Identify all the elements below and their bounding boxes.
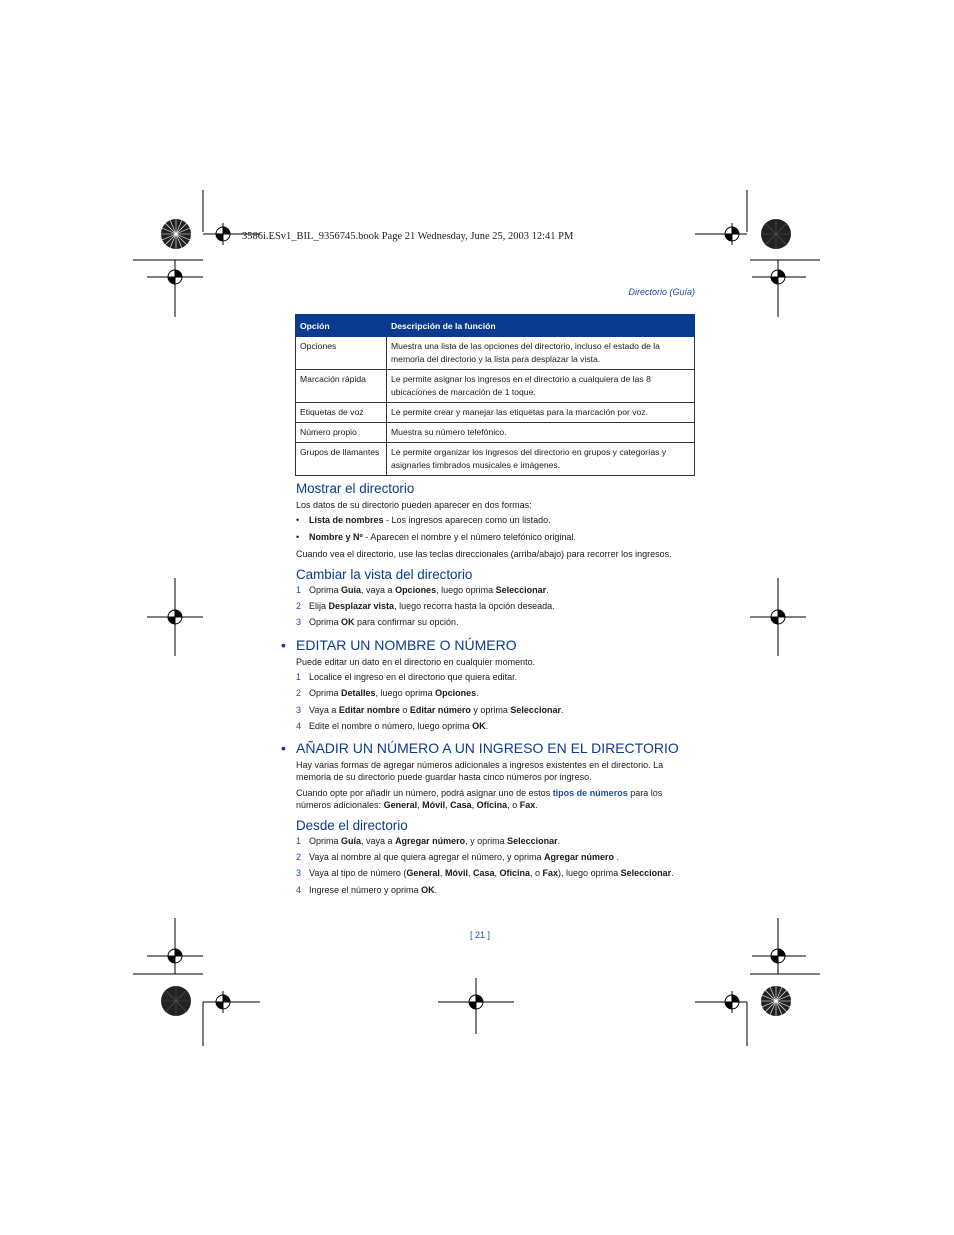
column-header: Descripción de la función [387,315,695,337]
editar-intro: Puede editar un dato en el directorio en cualquier momento. [296,657,536,667]
step-text: , [494,868,500,878]
file-header: 3586i.ESv1_BIL_9356745.book Page 21 Wednesday, June 25, 2003 12:41 PM [242,231,574,242]
paragraph-text: para los números adicionales: [296,788,663,811]
step-text: , luego oprima [375,688,436,698]
table-row [296,423,695,443]
column-header: Opción [296,315,387,337]
crosshair-mark-icon [133,257,213,317]
step-text: . [613,852,619,862]
ui-term: General [383,800,418,811]
step-number: 3 [296,868,302,878]
step-number: 1 [296,836,302,846]
list-item [296,532,576,542]
page-number: [ 21 ] [470,930,491,940]
step-text: Edite el nombre o número, luego oprima [309,721,473,731]
step [296,836,560,846]
option-description: Le permite asignar los ingresos en el directorio a cualquiera de las 8 ubicaciones de marcación de 1 toque. [387,370,695,403]
step-text: . [485,721,489,731]
ui-term: Detalles [341,688,376,698]
step-text: . [671,868,674,878]
ui-term: Editar número [409,705,471,715]
step-text: , luego recorra hasta la opción deseada. [394,601,555,611]
bullet-icon: • [296,532,300,542]
ui-term: OK [421,885,435,895]
step [296,852,619,862]
step-text: Oprima [309,836,342,846]
crosshair-mark-icon [750,578,820,656]
option-description: Muestra una lista de las opciones del directorio, incluso el estado de la memoria del directorio y la lista para desplazar la vista. [387,337,695,370]
paragraph-text: , o [507,800,520,811]
section-title-desde: Desde el directorio [296,818,408,833]
ui-term: Fax [519,800,536,811]
ui-term: Agregar número [395,836,466,846]
step [296,688,479,698]
step-text: ), luego oprima [558,868,621,878]
ui-term: Agregar número [543,852,614,862]
ui-term: Seleccionar [507,836,558,846]
paragraph-text: . [535,800,538,811]
crosshair-mark-icon [438,978,516,1034]
step-text: , vaya a [361,585,396,595]
bullet-icon: • [281,637,286,653]
step [296,601,555,611]
step [296,672,517,682]
ui-term: OK [341,617,355,627]
table-row [296,370,695,403]
anadir-paragraph-2 [296,787,696,812]
chapter-title-editar [281,637,517,653]
bullet-term: Nombre y Nº [309,532,363,542]
ui-term: Opciones [435,688,477,698]
option-name: Grupos de llamantes [296,443,387,476]
option-name: Etiquetas de voz [296,403,387,423]
step [296,721,488,731]
bullet-icon: • [296,515,300,525]
ui-term: Oficina [499,868,531,878]
step-text: . [546,585,549,595]
step-text: y oprima [470,705,511,715]
ui-term: Casa [450,800,472,811]
section-title-cambiar: Cambiar la vista del directorio [296,567,473,582]
step-number: 3 [296,705,302,715]
ui-term: Seleccionar [495,585,547,595]
running-head: Directorio (Guía) [628,287,695,297]
step-text: , luego oprima [436,585,496,595]
step-number: 3 [296,617,302,627]
crosshair-mark-icon [145,578,215,656]
bullet-text: - Los ingresos aparecen como un listado. [383,515,551,525]
step [296,585,549,595]
step-text: , [439,868,445,878]
step-text: , vaya a [361,836,396,846]
step-number: 4 [296,885,302,895]
crosshair-mark-icon [740,918,822,978]
step-text: o [399,705,410,715]
step-number: 4 [296,721,302,731]
ui-term: OK [472,721,486,731]
option-description: Le permite crear y manejar las etiquetas para la marcación por voz. [387,403,695,423]
anadir-paragraph-1: Hay varias formas de agregar números adicionales a ingresos existentes en el directorio. La memoria de su directorio puede guardar hasta cinco números por ingreso. [296,760,664,783]
step-number: 2 [296,601,302,611]
step-text: para confirmar su opción. [354,617,459,627]
ui-term: Opciones [395,585,437,595]
step-text: . [560,705,564,715]
ui-term: Móvil [444,868,468,878]
crosshair-mark-icon [740,257,822,317]
step [296,705,563,715]
step-text: , [467,868,473,878]
options-table [295,314,695,476]
chapter-title-text: AÑADIR UN NÚMERO A UN INGRESO EN EL DIRECTORIO [296,740,679,756]
step-text: . [557,836,561,846]
crosshair-mark-icon [183,978,263,1046]
step-text: . [476,688,479,698]
step-text: Oprima [309,585,342,595]
crosshair-mark-icon [133,918,213,978]
option-name: Número propio [296,423,387,443]
bullet-term: Lista de nombres [309,515,384,525]
step-number: 1 [296,672,302,682]
step-number: 1 [296,585,302,595]
tipos-de-numeros-link[interactable]: tipos de números [552,788,628,798]
ui-term: Oficina [476,800,508,811]
table-header-row [296,315,695,337]
ui-term: Guía [341,585,362,595]
step-text: Elija [309,601,329,611]
step-number: 2 [296,688,302,698]
mostrar-intro: Los datos de su directorio pueden aparecer en dos formas: [296,500,532,510]
paragraph-text: , [417,800,423,811]
step-number: 2 [296,852,302,862]
chapter-title-anadir [281,740,679,756]
ui-term: Móvil [422,800,446,811]
step [296,617,459,627]
paragraph-text: Cuando opte por añadir un número, podrá asignar uno de estos [296,788,553,798]
ui-term: Seleccionar [510,705,561,715]
step-text: Ingrese el número y oprima [309,885,422,895]
table-row [296,443,695,476]
ui-term: Guía [341,836,362,846]
step-text: , o [530,868,543,878]
step [296,868,674,878]
step-text: , y oprima [465,836,508,846]
ui-term: Fax [542,868,559,878]
step-text: . [434,885,438,895]
option-name: Marcación rápida [296,370,387,403]
section-title-mostrar: Mostrar el directorio [296,481,415,496]
step-text: Vaya al tipo de número ( [309,868,407,878]
chapter-title-text: EDITAR UN NOMBRE O NÚMERO [296,637,517,653]
bullet-icon: • [281,740,286,756]
step-text: Vaya al nombre al que quiera agregar el número, y oprima [309,852,544,862]
ui-term: General [406,868,440,878]
paragraph-text: , [471,800,477,811]
option-name: Opciones [296,337,387,370]
step-text: Vaya a [309,705,339,715]
ui-term: Casa [472,868,495,878]
step-text: Localice el ingreso en el directorio que quiera editar. [309,672,518,682]
paragraph-text: , [445,800,451,811]
step [296,885,437,895]
bullet-text: - Aparecen el nombre y el número telefónico original. [362,532,576,542]
option-description: Le permite organizar los ingresos del directorio en grupos y categorías y asignarles timbrados musicales e imágenes. [387,443,695,476]
ui-term: Editar nombre [338,705,400,715]
table-row [296,403,695,423]
ui-term: Seleccionar [620,868,672,878]
step-text: Oprima [309,617,342,627]
step-text: Oprima [309,688,342,698]
list-item [296,515,551,525]
table-row [296,337,695,370]
ui-term: Desplazar vista [328,601,395,611]
mostrar-outro: Cuando vea el directorio, use las teclas direccionales (arriba/abajo) para recorrer los ingresos. [296,549,672,559]
option-description: Muestra su número telefónico. [387,423,695,443]
crosshair-mark-icon [695,978,775,1046]
